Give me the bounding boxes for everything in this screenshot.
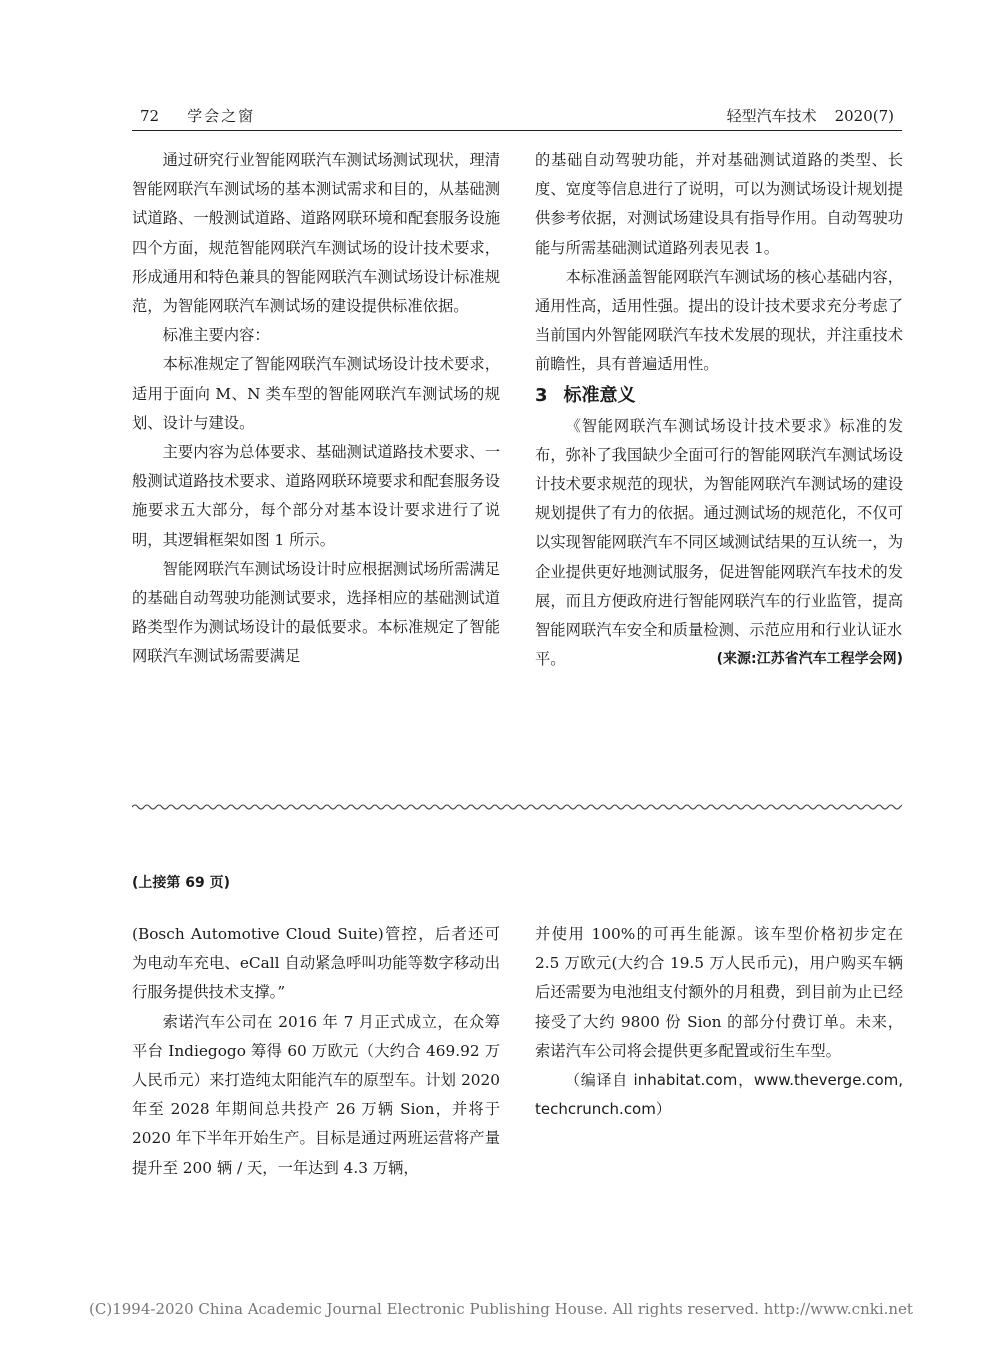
paragraph: 主要内容为总体要求、基础测试道路技术要求、一般测试道路技术要求、道路网联环境要求和配套服务设施要求五大部分，每个部分对基本设计要求进行了说明，其逻辑框架如图 1 所示。 (132, 443, 500, 549)
page-header (132, 104, 902, 131)
article-column-top-left (132, 146, 500, 672)
paragraph-end: 平。 (535, 650, 566, 669)
paragraph-continuation: 的基础自动驾驶功能，并对基础测试道路的类型、长度、宽度等信息进行了说明，可以为测试场设计规划提供参考依据，对测试场建设具有指导作用。自动驾驶功能与所需基础测试道路列表见表 1。 (535, 151, 903, 257)
header-right (727, 104, 894, 128)
copyright-footer: (C)1994-2020 China Academic Journal Electronic Publishing House. All rights reserved. http://www.cnki.net (89, 1300, 913, 1318)
translation-credit: （编译自 inhabitat.com，www.theverge.com, techcrunch.com） (535, 1071, 903, 1119)
paragraph-end-line (535, 645, 903, 674)
section-heading (535, 380, 903, 412)
paragraph: 《智能网联汽车测试场设计技术要求》标准的发布，弥补了我国缺少全面可行的智能网联汽车测试场设计技术要求规范的现状，为智能网联汽车测试场的建设规划提供了有力的依据。通过测试场的规范化，不仅可以实现智能网联汽车不同区域测试结果的互认统一，为企业提供更好地测试服务，促进智能网联汽车技术的发展，而且方便政府进行智能网联汽车的行业监管，提高智能网联汽车安全和质量检测、示范应用和行业认证水 (535, 416, 903, 640)
paragraph-continuation: (Bosch Automotive Cloud Suite)管控，后者还可为电动车充电、eCall 自动紧急呼叫功能等数字移动出行服务提供技术支撑。” (132, 925, 500, 1002)
section-name: 学会之窗 (187, 107, 256, 125)
source-citation: (来源:江苏省汽车工程学会网) (716, 651, 903, 668)
paragraph: 本标准规定了智能网联汽车测试场设计技术要求，适用于面向 M、N 类车型的智能网联汽车测试场的规划、设计与建设。 (132, 355, 500, 432)
article-column-bottom-left (132, 920, 500, 1183)
continued-from-label: (上接第 69 页) (132, 875, 231, 891)
journal-name: 轻型汽车技术 (726, 107, 817, 125)
issue-number: 2020(7) (834, 107, 894, 125)
article-column-top-right (535, 146, 903, 674)
wavy-divider (132, 800, 902, 814)
paragraph: 智能网联汽车测试场设计时应根据测试场所需满足的基础自动驾驶功能测试要求，选择相应的基础测试道路类型作为测试场设计的最低要求。本标准规定了智能网联汽车测试场需要满足 (132, 559, 500, 666)
article-column-bottom-right (535, 920, 903, 1124)
paragraph: 本标准涵盖智能网联汽车测试场的核心基础内容，通用性高，适用性强。提出的设计技术要求充分考虑了当前国内外智能网联汽车技术发展的现状，并注重技术前瞻性，具有普遍适用性。 (535, 267, 903, 374)
header-left (140, 104, 255, 128)
section-heading-text: 标准意义 (563, 384, 636, 406)
paragraph: 标准主要内容： (162, 326, 270, 345)
page-number: 72 (140, 107, 160, 125)
section-heading-number: 3 (535, 384, 548, 406)
paragraph: 通过研究行业智能网联汽车测试场测试现状，理清智能网联汽车测试场的基本测试需求和目的，从基础测试道路、一般测试道路、道路网联环境和配套服务设施四个方面，规范智能网联汽车测试场的设计技术要求，形成通用和特色兼具的智能网联汽车测试场设计标准规范，为智能网联汽车测试场的建设提供标准依据。 (132, 151, 500, 316)
paragraph-continuation: 并使用 100%的可再生能源。该车型价格初步定在 2.5 万欧元(大约合 19.5 万人民币元)，用户购买车辆后还需要为电池组支付额外的月租费，到目前为止已经接受了大约 9800 份 Sion 的部分付费订单。未来，索诺汽车公司将会提供更多配置或衍生车型。 (535, 925, 903, 1060)
paragraph: 索诺汽车公司在 2016 年 7 月正式成立，在众筹平台 Indiegogo 筹得 60 万欧元（大约合 469.92 万人民币元）来打造纯太阳能汽车的原型车。计划 2020 年至 2028 年期间总共投产 26 万辆 Sion，并将于 2020 年下半年开始生产。目标是通过两班运营将产量提升至 200 辆 / 天，一年达到 4.3 万辆， (132, 1012, 500, 1177)
